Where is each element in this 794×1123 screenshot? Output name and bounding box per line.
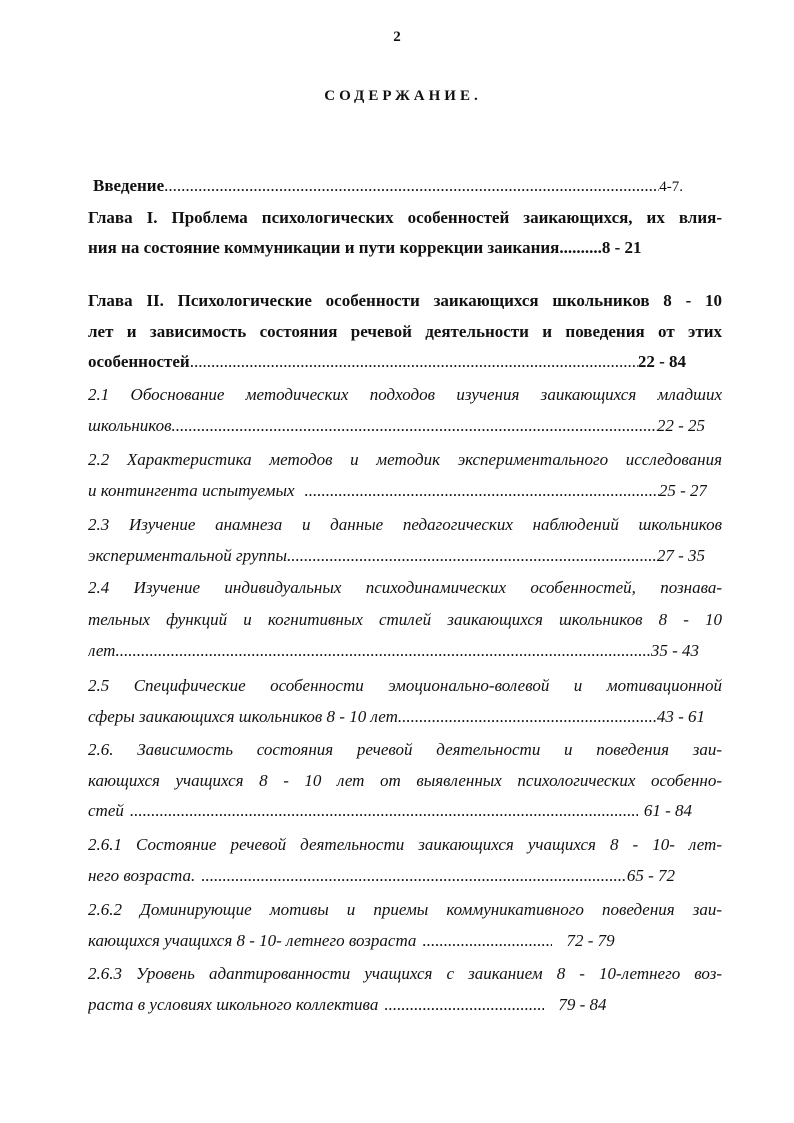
toc-entry-chapter-2 — [88, 285, 722, 377]
toc-line — [88, 796, 692, 826]
toc-entry-intro — [93, 171, 683, 201]
toc-line: 2.2 Характеристика методов и методик экспериментального исследования — [88, 450, 722, 469]
toc-entry-title: кающихся учащихся 8 - 10- летнего возраста — [88, 931, 417, 950]
toc-entry-title: экспериментальной группы — [88, 546, 288, 565]
toc-entry-title: него возраста. — [88, 866, 196, 885]
toc-entry-pages: ..........8 - 21 — [559, 238, 642, 257]
toc-entry-pages: 61 - 84 — [643, 801, 692, 820]
toc-entry-title: лет — [88, 641, 116, 660]
dot-leader — [287, 541, 657, 571]
toc-line: 2.6.2 Доминирующие мотивы и приемы коммуникативного поведения заи- — [88, 900, 722, 919]
toc-entry-title: и контингента испытуемых — [88, 481, 295, 500]
toc-entry-2-6 — [88, 734, 722, 826]
toc-entry-pages: 43 - 61 — [656, 707, 705, 726]
toc-line: 2.4 Изучение индивидуальных психодинамических особенностей, познава- — [88, 578, 722, 597]
toc-line — [88, 476, 707, 506]
toc-entry-pages: 27 - 35 — [656, 546, 705, 565]
toc-line: 2.5 Специфические особенности эмоционально-волевой и мотивационной — [88, 676, 722, 695]
toc-entry-title: раста в условиях школьного коллектива — [88, 995, 379, 1014]
toc-entry-title: стей — [88, 801, 124, 820]
toc-line — [88, 541, 705, 571]
toc-entry-2-3 — [88, 508, 722, 571]
toc-line: кающихся учащихся 8 - 10 лет от выявленных психологических особенно- — [88, 771, 722, 790]
toc-entry-pages: 4-7. — [659, 179, 683, 195]
dot-leader — [171, 411, 656, 441]
toc-line — [88, 233, 694, 263]
toc-line: 2.6.1 Состояние речевой деятельности заикающихся учащихся 8 - 10- лет- — [88, 835, 722, 854]
toc-line — [88, 926, 654, 956]
toc-entry-2-6-2 — [88, 894, 722, 956]
toc-line — [88, 702, 705, 732]
toc-entry-title: ния на состояние коммуникации и пути коррекции заикания — [88, 238, 560, 257]
dot-leader — [398, 702, 657, 732]
page-title: СОДЕРЖАНИЕ. — [324, 88, 482, 104]
toc-line — [88, 347, 686, 377]
toc-entry-2-4 — [88, 572, 722, 666]
toc-line — [93, 171, 683, 201]
toc-entry-title: особенностей — [88, 352, 190, 371]
toc-line: Глава II. Психологические особенности заикающихся школьников 8 - 10 — [88, 291, 722, 310]
toc-line — [88, 990, 666, 1020]
toc-line: Глава I. Проблема психологических особенностей заикающихся, их влия- — [88, 208, 722, 227]
toc-line: 2.3 Изучение анамнеза и данные педагогических наблюдений школьников — [88, 515, 722, 534]
dot-leader — [422, 926, 552, 956]
dot-leader — [130, 796, 638, 826]
toc-line: тельных функций и когнитивных стилей заикающихся школьников 8 - 10 — [88, 610, 722, 629]
toc-entry-2-5 — [88, 670, 722, 732]
dot-leader — [384, 990, 544, 1020]
toc-entry-pages: 65 - 72 — [626, 866, 675, 885]
dot-leader — [190, 347, 638, 377]
toc-line — [88, 636, 699, 666]
toc-line — [88, 411, 705, 441]
toc-entry-2-6-3 — [88, 958, 722, 1020]
page-number: 2 — [393, 29, 401, 45]
toc-entry-2-6-1 — [88, 828, 722, 891]
toc-entry-title: Введение — [93, 176, 165, 195]
toc-entry-pages: 79 - 84 — [558, 995, 607, 1014]
dot-leader — [164, 171, 659, 201]
toc-line — [88, 861, 675, 891]
toc-entry-pages: 22 - 84 — [637, 352, 686, 371]
toc-entry-title: сферы заикающихся школьников 8 - 10 лет — [88, 707, 398, 726]
toc-line: 2.1 Обоснование методических подходов изучения заикающихся младших — [88, 385, 722, 404]
toc-entry-pages: 72 - 79 — [566, 931, 615, 950]
toc-line: 2.6. Зависимость состояния речевой деятельности и поведения заи- — [88, 740, 722, 759]
toc-entry-title: школьников — [88, 416, 172, 435]
toc-entry-chapter-1 — [88, 203, 722, 263]
toc-entry-pages: 35 - 43 — [650, 641, 699, 660]
dot-leader — [115, 636, 650, 666]
toc-entry-pages: 22 - 25 — [656, 416, 705, 435]
dot-leader — [201, 861, 627, 891]
dot-leader — [305, 476, 659, 506]
toc-line: лет и зависимость состояния речевой деятельности и поведения от этих — [88, 322, 722, 341]
toc-entry-pages: 25 - 27 — [658, 481, 707, 500]
toc-entry-2-2 — [88, 443, 722, 506]
toc-line: 2.6.3 Уровень адаптированности учащихся с заиканием 8 - 10-летнего воз- — [88, 964, 722, 983]
toc-entry-2-1 — [88, 378, 722, 441]
